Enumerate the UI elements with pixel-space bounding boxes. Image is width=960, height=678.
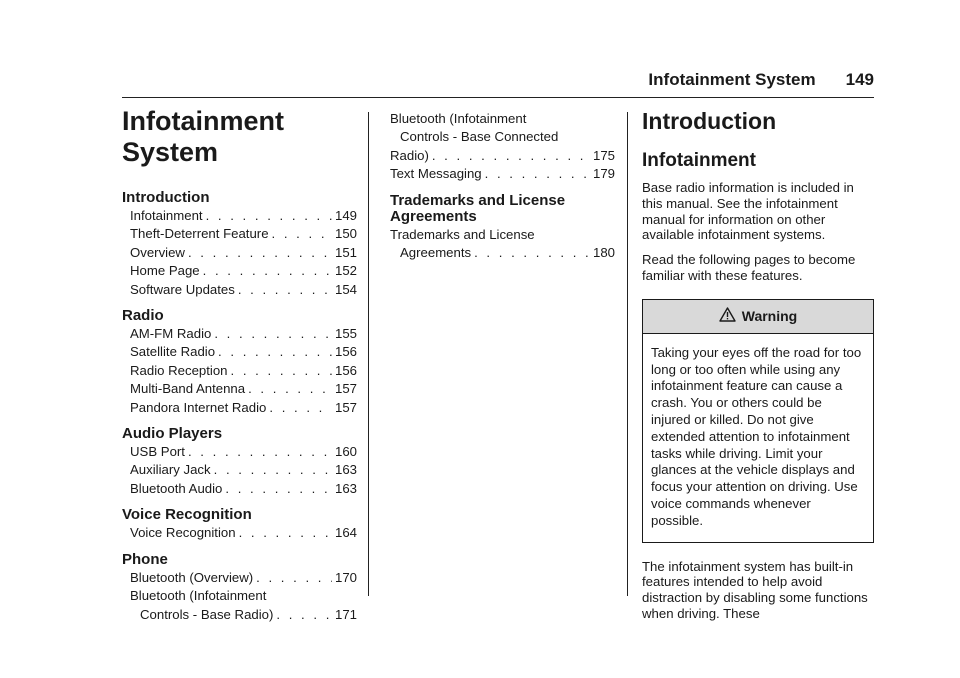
toc-entry[interactable]: Pandora Internet Radio . . . 157 [122,399,357,417]
body-paragraph: The infotainment system has built-in features intended to help avoid distraction by disabling some functions when driving. These [642,558,868,621]
subsection-title: Infotainment [642,150,756,171]
toc-entry[interactable]: Agreements . . . 180 [390,244,615,262]
toc-entry-line[interactable]: Controls - Base Connected [400,129,559,145]
toc-group-radio [122,325,357,417]
toc-entry[interactable]: Overview . . . 151 [122,244,357,262]
column-divider [627,112,628,596]
toc-group-voice-recognition [122,524,357,542]
toc-entry[interactable]: Radio Reception . . . 156 [122,362,357,380]
toc-group-introduction [122,207,357,299]
header-rule [122,97,874,98]
page-header [122,70,874,90]
toc-entry[interactable]: Voice Recognition . . . 164 [122,524,357,542]
toc-entry[interactable]: USB Port . . . 160 [122,443,357,461]
toc-entry[interactable]: Software Updates . . . 154 [122,281,357,299]
body-paragraph: Read the following pages to become familiar with these features. [642,252,856,283]
toc-heading-radio: Radio [122,307,164,325]
warning-box [642,299,874,543]
toc-column-2 [390,110,615,262]
warning-text: Taking your eyes off the road for too long or too often while using any infotainment feature can cause a crash. You or others could be injured or killed. Do not give extended attention to infotainment tasks while driving. Limit your glances at the vehicle displays and focus your attention on driving. Use voice commands whenever possible. [651,344,862,528]
toc-entry[interactable]: Controls - Base Radio) . . . 171 [122,606,357,624]
toc-entry[interactable]: Multi-Band Antenna . . . 157 [122,380,357,398]
toc-heading-audio-players: Audio Players [122,425,223,443]
toc-entry[interactable]: Theft-Deterrent Feature . . . 150 [122,225,357,243]
toc-entry[interactable]: Text Messaging . . . 179 [390,165,615,183]
toc-heading-voice-recognition: Voice Recognition [122,506,252,524]
toc-heading-trademarks: Trademarks and License Agreements [390,191,566,225]
toc-entry-line[interactable]: Bluetooth (Infotainment [130,588,267,604]
toc-entry[interactable]: Satellite Radio . . . 156 [122,343,357,361]
toc-entry-line[interactable]: Bluetooth (Infotainment [390,111,527,126]
warning-triangle-icon [719,307,736,325]
toc-entry-line[interactable]: Trademarks and License [390,226,535,242]
toc-column-1 [122,106,357,624]
toc-entry[interactable]: AM-FM Radio . . . 155 [122,325,357,343]
toc-entry[interactable]: Bluetooth Audio . . . 163 [122,480,357,498]
chapter-title: Infotainment System [122,106,284,167]
toc-heading-introduction: Introduction [122,189,210,206]
header-section-title: Infotainment System [648,70,816,89]
toc-entry[interactable]: Radio) . . . 175 [390,147,615,165]
toc-group-audio-players [122,443,357,498]
warning-header [643,300,873,334]
warning-title: Warning [741,308,798,325]
toc-entry[interactable]: Home Page . . . 152 [122,262,357,280]
toc-entry[interactable]: Infotainment . . . 149 [122,207,357,225]
section-title: Introduction [642,108,777,134]
body-paragraph: Base radio information is included in this manual. See the infotainment manual for information on other available infotainment systems. [642,180,854,243]
column-divider [368,112,369,596]
toc-entry[interactable]: Auxiliary Jack . . . 163 [122,461,357,479]
toc-heading-phone: Phone [122,550,168,568]
content-column [642,106,877,631]
toc-entry[interactable]: Bluetooth (Overview) . . . 170 [122,569,357,587]
header-page-number: 149 [845,70,874,89]
